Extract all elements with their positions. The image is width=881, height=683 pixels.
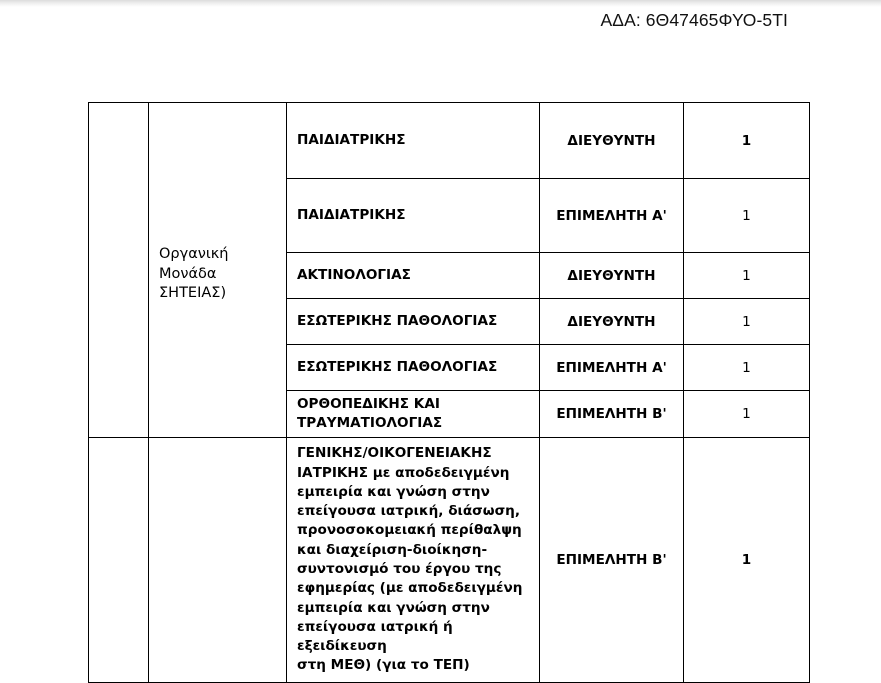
cell-count: 1 bbox=[684, 253, 810, 299]
specialty-line: ΙΑΤΡΙΚΗΣ με αποδεδειγμένη bbox=[297, 464, 510, 481]
specialty-text bbox=[287, 131, 539, 150]
specialty-text bbox=[287, 395, 539, 434]
cell-organizational-unit-empty bbox=[149, 438, 287, 683]
cell-rank: ΔΙΕΥΘΥΝΤΗ bbox=[540, 103, 684, 179]
specialty-line: ΠΑΙΔΙΑΤΡΙΚΗΣ bbox=[297, 131, 406, 148]
specialty-line: επείγουσα ιατρική ή εξειδίκευση bbox=[297, 618, 453, 655]
table-row bbox=[89, 438, 810, 683]
cell-index-merged bbox=[89, 103, 149, 438]
positions-table-body bbox=[89, 103, 810, 683]
specialty-line: συντονισμό του έργου της bbox=[297, 561, 502, 577]
specialty-line: ΠΑΙΔΙΑΤΡΙΚΗΣ bbox=[297, 206, 406, 223]
specialty-line: ΕΣΩΤΕΡΙΚΗΣ ΠΑΘΟΛΟΓΙΑΣ bbox=[297, 358, 498, 375]
specialty-line: ΓΕΝΙΚΗΣ/ΟΙΚΟΓΕΝΕΙΑΚΗΣ bbox=[297, 445, 492, 462]
cell-organizational-unit bbox=[149, 103, 287, 438]
cell-count: 1 bbox=[684, 299, 810, 345]
specialty-line: ΟΡΘΟΠΕΔΙΚΗΣ ΚΑΙ bbox=[297, 395, 440, 412]
specialty-line: ΕΣΩΤΕΡΙΚΗΣ ΠΑΘΟΛΟΓΙΑΣ bbox=[297, 312, 498, 329]
cell-index bbox=[89, 438, 149, 683]
cell-count: 1 bbox=[684, 391, 810, 438]
cell-rank: ΕΠΙΜΕΛΗΤΗ Β' bbox=[540, 438, 684, 683]
specialty-line: εμπειρία και γνώση στην bbox=[297, 483, 490, 500]
unit-line: ΣΗΤΕΙΑΣ) bbox=[159, 285, 227, 302]
specialty-line: και διαχείριση-διοίκηση- bbox=[297, 541, 488, 558]
specialty-line: ΤΡΑΥΜΑΤΙΟΛΟΓΙΑΣ bbox=[297, 415, 443, 431]
specialty-text bbox=[287, 444, 539, 676]
specialty-line: ΑΚΤΙΝΟΛΟΓΙΑΣ bbox=[297, 266, 411, 283]
specialty-text bbox=[287, 206, 539, 225]
cell-count: 1 bbox=[684, 345, 810, 391]
table-row bbox=[89, 103, 810, 179]
cell-specialty bbox=[287, 438, 540, 683]
cell-count: 1 bbox=[684, 438, 810, 683]
organizational-unit-text bbox=[149, 236, 286, 304]
positions-table-container bbox=[88, 102, 809, 683]
cell-specialty bbox=[287, 391, 540, 438]
cell-count: 1 bbox=[684, 179, 810, 253]
cell-specialty bbox=[287, 345, 540, 391]
cell-specialty bbox=[287, 103, 540, 179]
specialty-line: εμπειρία και γνώση στην bbox=[297, 599, 490, 616]
cell-rank: ΕΠΙΜΕΛΗΤΗ Α' bbox=[540, 179, 684, 253]
specialty-line: εφημερίας (με αποδεδειγμένη bbox=[297, 580, 523, 597]
cell-count: 1 bbox=[684, 103, 810, 179]
cell-specialty bbox=[287, 299, 540, 345]
cell-rank: ΕΠΙΜΕΛΗΤΗ Α' bbox=[540, 345, 684, 391]
cell-specialty bbox=[287, 253, 540, 299]
positions-table bbox=[88, 102, 810, 683]
ada-reference-header: ΑΔΑ: 6Θ47465ΦΥΟ-5ΤΙ bbox=[600, 10, 788, 30]
specialty-line: προνοσοκομειακή περίθαλψη bbox=[297, 522, 522, 539]
specialty-line: επείγουσα ιατρική, διάσωση, bbox=[297, 503, 520, 520]
specialty-text bbox=[287, 358, 539, 377]
cell-specialty bbox=[287, 179, 540, 253]
specialty-line: στη ΜΕΘ) (για το ΤΕΠ) bbox=[297, 657, 470, 674]
specialty-text bbox=[287, 312, 539, 331]
unit-line: Οργανική bbox=[159, 246, 229, 263]
cell-rank: ΔΙΕΥΘΥΝΤΗ bbox=[540, 253, 684, 299]
specialty-text bbox=[287, 266, 539, 285]
unit-line: Μονάδα bbox=[159, 265, 217, 282]
cell-rank: ΕΠΙΜΕΛΗΤΗ Β' bbox=[540, 391, 684, 438]
cell-rank: ΔΙΕΥΘΥΝΤΗ bbox=[540, 299, 684, 345]
